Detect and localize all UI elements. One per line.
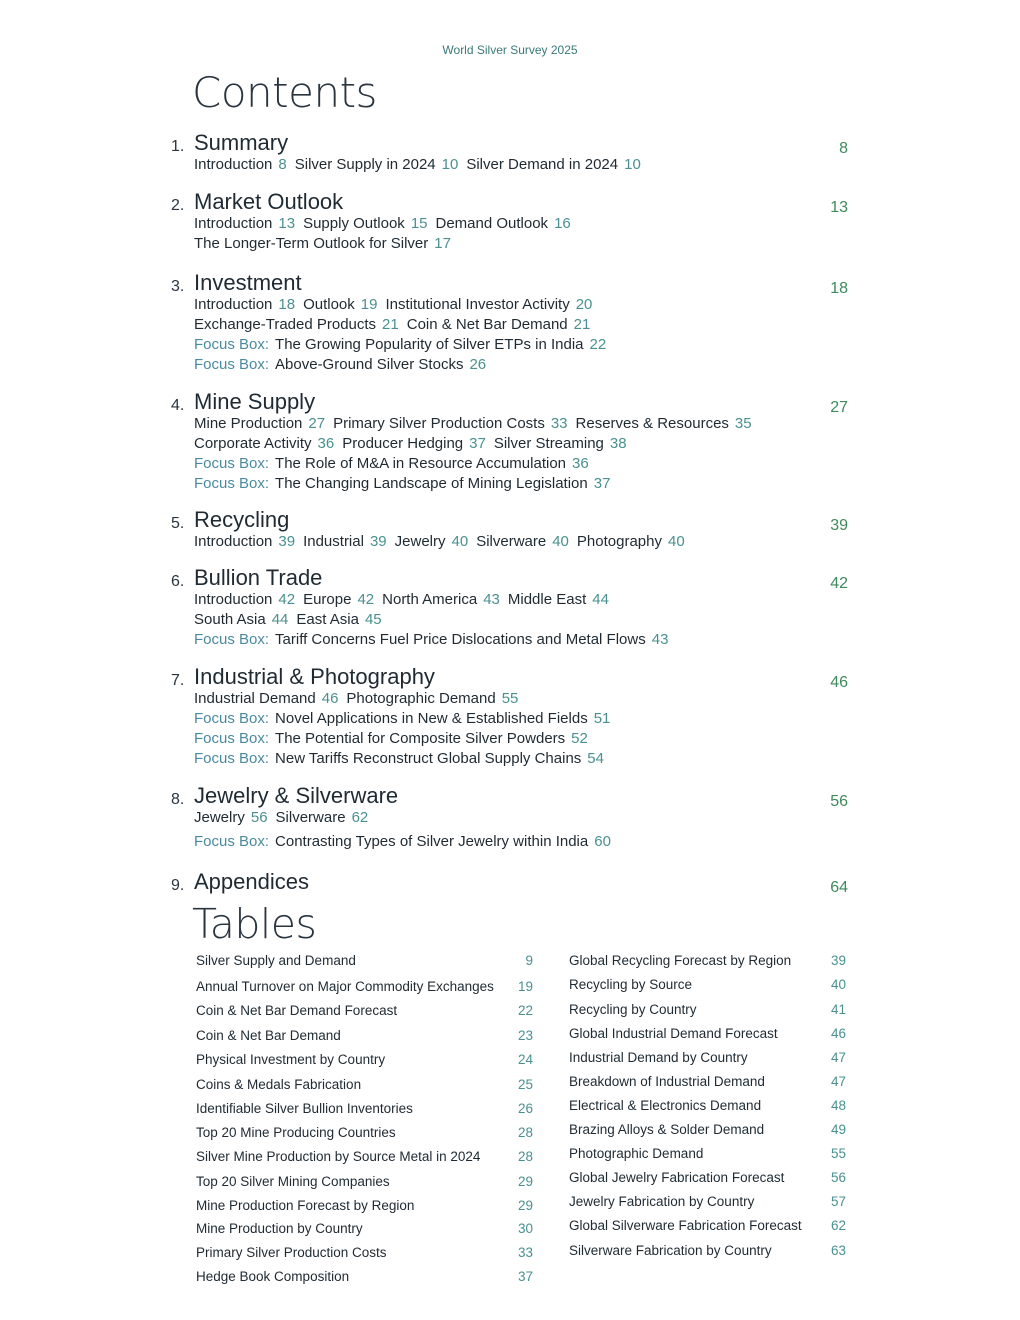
toc-entry[interactable]	[508, 591, 609, 608]
entry-page: 36	[572, 455, 589, 472]
section-entries	[194, 295, 794, 375]
entry-line	[194, 214, 794, 234]
table-name: Jewelry Fabrication by Country	[569, 1194, 755, 1209]
section-page-number: 42	[830, 575, 848, 592]
entry-page: 51	[593, 710, 611, 727]
toc-entry[interactable]	[303, 296, 377, 313]
entry-page: 21	[573, 316, 591, 333]
table-name: Global Industrial Demand Forecast	[569, 1026, 778, 1041]
toc-entry[interactable]	[194, 356, 486, 373]
table-page-number: 40	[830, 977, 846, 992]
entry-label: East Asia	[296, 611, 359, 628]
section-entries	[194, 590, 794, 650]
toc-entry[interactable]	[385, 296, 592, 313]
entry-label: Introduction	[194, 296, 273, 313]
section-entries	[194, 155, 794, 175]
toc-entry[interactable]	[194, 415, 325, 432]
toc-entry[interactable]	[303, 215, 427, 232]
toc-entry[interactable]	[194, 611, 288, 628]
entry-label: Silver Demand in 2024	[466, 156, 619, 173]
table-page-number: 30	[517, 1221, 533, 1236]
toc-entry[interactable]	[194, 435, 334, 452]
toc-entry[interactable]	[194, 690, 338, 707]
entry-label: Jewelry	[194, 809, 245, 826]
entry-page: 44	[592, 591, 609, 608]
table-name: Coin & Net Bar Demand	[196, 1028, 341, 1043]
toc-entry[interactable]	[333, 415, 567, 432]
entry-label: South Asia	[194, 611, 266, 628]
toc-entry[interactable]	[303, 533, 387, 550]
table-list-item[interactable]	[569, 1170, 849, 1188]
section-number: 9.	[171, 877, 185, 894]
entry-label: Introduction	[194, 156, 273, 173]
table-list-item[interactable]	[196, 1198, 536, 1216]
table-name: Hedge Book Composition	[196, 1269, 350, 1284]
toc-section[interactable]	[171, 507, 851, 550]
entry-line	[194, 749, 794, 769]
table-name: Annual Turnover on Major Commodity Exchanges	[196, 979, 494, 994]
table-name: Coin & Net Bar Demand Forecast	[196, 1003, 398, 1018]
entry-line	[194, 434, 794, 454]
table-list-item[interactable]	[196, 1245, 536, 1263]
table-list-item[interactable]	[569, 1146, 849, 1164]
table-name: Physical Investment by Country	[196, 1052, 386, 1067]
section-entries	[194, 808, 794, 852]
toc-section[interactable]	[171, 783, 851, 850]
section-page-number: 8	[839, 140, 848, 157]
entry-label: The Growing Popularity of Silver ETPs in India	[275, 336, 584, 353]
table-page-number: 26	[517, 1101, 533, 1116]
entry-page: 27	[308, 415, 326, 432]
entry-page: 39	[369, 533, 387, 550]
entry-label: The Longer-Term Outlook for Silver	[194, 235, 429, 252]
toc-entry[interactable]	[194, 809, 268, 826]
entry-line	[194, 355, 794, 375]
entry-line	[194, 234, 794, 254]
table-list-item[interactable]	[569, 1098, 849, 1116]
section-page-number: 27	[830, 399, 848, 416]
toc-entry[interactable]	[466, 156, 640, 173]
entry-page: 46	[321, 690, 339, 707]
entry-page: 40	[667, 533, 685, 550]
entry-page: 16	[554, 215, 571, 232]
entry-label: Institutional Investor Activity	[385, 296, 570, 313]
entry-page: 26	[469, 356, 487, 373]
section-number: 6.	[171, 573, 185, 590]
entry-label: Corporate Activity	[194, 435, 312, 452]
entry-label: Introduction	[194, 533, 273, 550]
entry-page: 55	[501, 690, 519, 707]
table-list-item[interactable]	[196, 1077, 536, 1095]
table-name: Photographic Demand	[569, 1146, 704, 1161]
section-number: 5.	[171, 515, 185, 532]
toc-entry[interactable]	[276, 809, 369, 826]
entry-page: 62	[351, 809, 369, 826]
table-page-number: 23	[517, 1028, 533, 1043]
table-list-item[interactable]	[196, 1125, 536, 1143]
focus-box-tag: Focus Box:	[194, 750, 270, 767]
table-page-number: 63	[830, 1243, 846, 1258]
table-name: Industrial Demand by Country	[569, 1050, 748, 1065]
entry-label: Introduction	[194, 591, 273, 608]
section-title[interactable]: Jewelry & Silverware	[194, 783, 399, 808]
entry-page: 43	[651, 631, 669, 648]
entry-label: Silverware	[275, 809, 346, 826]
entry-page: 10	[441, 156, 459, 173]
toc-entry[interactable]	[194, 475, 610, 492]
table-name: Coins & Medals Fabrication	[196, 1077, 362, 1092]
table-page-number: 47	[830, 1050, 846, 1065]
toc-entry[interactable]	[194, 316, 399, 333]
entry-page: 52	[571, 730, 588, 747]
entry-page: 15	[410, 215, 428, 232]
entry-page: 36	[317, 435, 335, 452]
toc-entry[interactable]	[194, 591, 295, 608]
entry-page: 54	[587, 750, 604, 767]
table-list-item[interactable]	[569, 1074, 849, 1092]
toc-section[interactable]	[171, 130, 851, 173]
toc-entry[interactable]	[194, 235, 451, 252]
table-name: Brazing Alloys & Solder Demand	[569, 1122, 765, 1137]
entry-line	[194, 808, 794, 828]
table-name: Silver Mine Production by Source Metal in 2024	[196, 1149, 481, 1164]
focus-box-tag: Focus Box:	[194, 356, 270, 373]
table-name: Mine Production Forecast by Region	[196, 1198, 415, 1213]
entry-line	[194, 532, 794, 552]
entry-label: Mine Production	[194, 415, 303, 432]
entry-line	[194, 295, 794, 315]
entry-page: 39	[278, 533, 296, 550]
focus-box-tag: Focus Box:	[194, 336, 270, 353]
entry-page: 22	[589, 336, 607, 353]
table-page-number: 37	[517, 1269, 533, 1284]
table-page-number: 48	[830, 1098, 846, 1113]
entry-label: Industrial	[303, 533, 364, 550]
toc-entry[interactable]	[576, 415, 752, 432]
table-list-item[interactable]	[569, 1194, 849, 1212]
entry-line	[194, 315, 794, 335]
toc-entry[interactable]	[382, 591, 500, 608]
entry-label: Jewelry	[394, 533, 446, 550]
focus-box-tag: Focus Box:	[194, 710, 270, 727]
section-number: 2.	[171, 197, 185, 214]
table-page-number: 28	[517, 1149, 533, 1164]
table-page-number: 24	[517, 1052, 533, 1067]
section-number: 7.	[171, 672, 185, 689]
toc-entry[interactable]	[342, 435, 486, 452]
toc-entry[interactable]	[194, 631, 668, 648]
entry-label: Reserves & Resources	[575, 415, 729, 432]
table-list-item[interactable]	[569, 1218, 849, 1236]
toc-section[interactable]	[171, 869, 851, 896]
entry-line	[194, 454, 794, 474]
table-page-number: 56	[830, 1170, 846, 1185]
toc-entry[interactable]	[194, 533, 295, 550]
table-list-item[interactable]	[569, 1026, 849, 1044]
entry-line	[194, 335, 794, 355]
entry-line	[194, 689, 794, 709]
running-header: World Silver Survey 2025	[442, 43, 578, 57]
table-list-item[interactable]	[196, 1221, 536, 1239]
section-title[interactable]: Appendices	[194, 869, 309, 894]
table-list-item[interactable]	[569, 1122, 849, 1140]
toc-entry[interactable]	[194, 156, 287, 173]
focus-box-tag: Focus Box:	[194, 631, 270, 648]
table-name: Global Jewelry Fabrication Forecast	[569, 1170, 785, 1185]
table-list-item[interactable]	[196, 1269, 536, 1287]
section-page-number: 56	[830, 793, 848, 810]
table-page-number: 22	[517, 1003, 533, 1018]
section-number: 1.	[171, 138, 185, 155]
entry-page: 8	[278, 156, 287, 173]
table-name: Silverware Fabrication by Country	[569, 1243, 772, 1258]
toc-entry[interactable]	[194, 710, 610, 727]
entry-label: Photographic Demand	[346, 690, 496, 707]
entry-label: The Potential for Composite Silver Powders	[275, 730, 566, 747]
entry-line	[194, 414, 794, 434]
section-title[interactable]: Investment	[194, 270, 302, 295]
section-entries	[194, 689, 794, 769]
section-page-number: 13	[830, 199, 848, 216]
toc-entry[interactable]	[436, 215, 571, 232]
toc-entry[interactable]	[494, 435, 627, 452]
entry-label: Demand Outlook	[435, 215, 549, 232]
toc-entry[interactable]	[395, 533, 469, 550]
table-page-number: 25	[517, 1077, 533, 1092]
table-page-number: 9	[525, 953, 533, 968]
entry-label: The Changing Landscape of Mining Legislation	[275, 475, 588, 492]
entry-label: Coin & Net Bar Demand	[406, 316, 568, 333]
toc-section[interactable]	[171, 189, 851, 252]
table-page-number: 55	[830, 1146, 846, 1161]
focus-box-tag: Focus Box:	[194, 475, 270, 492]
section-title[interactable]: Industrial & Photography	[194, 664, 435, 689]
table-list-item[interactable]	[196, 953, 536, 971]
table-list-item[interactable]	[569, 977, 849, 995]
table-list-item[interactable]	[569, 1243, 849, 1261]
tables-heading: Tables	[192, 900, 317, 948]
entry-page: 44	[271, 611, 289, 628]
toc-entry[interactable]	[194, 455, 589, 472]
entry-line	[194, 709, 794, 729]
table-list-item[interactable]	[196, 1003, 536, 1021]
section-page-number: 18	[830, 280, 848, 297]
entry-line	[194, 610, 794, 630]
entry-label: Europe	[303, 591, 352, 608]
entry-page: 37	[593, 475, 611, 492]
table-name: Mine Production by Country	[196, 1221, 363, 1236]
table-page-number: 29	[517, 1174, 533, 1189]
entry-label: Tariff Concerns Fuel Price Dislocations and Metal Flows	[275, 631, 646, 648]
entry-label: New Tariffs Reconstruct Global Supply Chains	[275, 750, 582, 767]
entry-line	[194, 155, 794, 175]
entry-page: 45	[364, 611, 382, 628]
entry-line	[194, 590, 794, 610]
table-page-number: 39	[830, 953, 846, 968]
entry-page: 17	[434, 235, 451, 252]
toc-entry[interactable]	[407, 316, 591, 333]
table-name: Top 20 Mine Producing Countries	[196, 1125, 396, 1140]
entry-page: 13	[278, 215, 296, 232]
section-entries	[194, 532, 794, 552]
entry-page: 18	[278, 296, 296, 313]
entry-line	[194, 729, 794, 749]
section-page-number: 64	[830, 879, 848, 896]
focus-box-tag: Focus Box:	[194, 833, 270, 850]
entry-label: Supply Outlook	[303, 215, 405, 232]
entry-label: Silver Supply in 2024	[294, 156, 436, 173]
toc-entry[interactable]	[194, 750, 604, 767]
toc-entry[interactable]	[194, 215, 295, 232]
toc-entry[interactable]	[194, 833, 611, 850]
toc-section[interactable]	[171, 389, 851, 492]
section-number: 4.	[171, 397, 185, 414]
table-page-number: 29	[517, 1198, 533, 1213]
contents-heading: Contents	[192, 68, 377, 117]
toc-entry[interactable]	[194, 336, 606, 353]
table-list-item[interactable]	[196, 979, 536, 997]
toc-section[interactable]	[171, 664, 851, 767]
entry-page: 42	[278, 591, 296, 608]
entry-page: 10	[624, 156, 641, 173]
table-list-item[interactable]	[196, 1028, 536, 1046]
entry-page: 37	[469, 435, 486, 452]
toc-entry[interactable]	[194, 296, 295, 313]
table-name: Electrical & Electronics Demand	[569, 1098, 762, 1113]
entry-label: Silver Streaming	[493, 435, 604, 452]
entry-page: 21	[382, 316, 399, 333]
section-title[interactable]: Bullion Trade	[194, 565, 323, 590]
table-list-item[interactable]	[196, 1101, 536, 1119]
entry-label: Producer Hedging	[342, 435, 464, 452]
toc-section[interactable]	[171, 270, 851, 373]
table-name: Primary Silver Production Costs	[196, 1245, 387, 1260]
table-name: Breakdown of Industrial Demand	[569, 1074, 765, 1089]
section-title[interactable]: Summary	[194, 130, 289, 155]
table-name: Recycling by Country	[569, 1002, 697, 1017]
entry-page: 60	[594, 833, 611, 850]
entry-page: 19	[360, 296, 378, 313]
entry-label: The Role of M&A in Resource Accumulation	[275, 455, 567, 472]
table-list-item[interactable]	[569, 1050, 849, 1068]
entry-page: 43	[483, 591, 500, 608]
table-list-item[interactable]	[196, 1174, 536, 1192]
table-page-number: 28	[517, 1125, 533, 1140]
entry-label: Introduction	[194, 215, 273, 232]
focus-box-tag: Focus Box:	[194, 455, 270, 472]
table-page-number: 19	[517, 979, 533, 994]
section-number: 8.	[171, 791, 185, 808]
entry-label: Industrial Demand	[194, 690, 316, 707]
table-page-number: 41	[830, 1002, 846, 1017]
toc-entry[interactable]	[577, 533, 685, 550]
entry-label: Contrasting Types of Silver Jewelry within India	[275, 833, 589, 850]
table-page-number: 47	[830, 1074, 846, 1089]
entry-label: North America	[382, 591, 478, 608]
table-list-item[interactable]	[569, 953, 849, 971]
toc-entry[interactable]	[346, 690, 518, 707]
table-list-item[interactable]	[569, 1002, 849, 1020]
section-page-number: 39	[830, 517, 848, 534]
entry-label: Exchange-Traded Products	[194, 316, 377, 333]
toc-entry[interactable]	[296, 611, 381, 628]
entry-label: Photography	[576, 533, 662, 550]
table-page-number: 49	[830, 1122, 846, 1137]
entry-line	[194, 630, 794, 650]
entry-label: Outlook	[303, 296, 355, 313]
entry-page: 40	[451, 533, 469, 550]
table-page-number: 57	[830, 1194, 846, 1209]
entry-label: Novel Applications in New & Established Fields	[275, 710, 588, 727]
entry-page: 33	[550, 415, 568, 432]
section-entries	[194, 214, 794, 254]
section-number: 3.	[171, 278, 185, 295]
toc-entry[interactable]	[476, 533, 569, 550]
toc-entry[interactable]	[303, 591, 374, 608]
toc-section[interactable]	[171, 565, 851, 648]
section-page-number: 46	[830, 674, 848, 691]
section-entries	[194, 414, 794, 494]
entry-page: 20	[575, 296, 593, 313]
entry-page: 56	[250, 809, 268, 826]
toc-entry[interactable]	[194, 730, 588, 747]
table-list-item[interactable]	[196, 1052, 536, 1070]
entry-page: 42	[357, 591, 375, 608]
entry-page: 38	[609, 435, 627, 452]
section-title[interactable]: Mine Supply	[194, 389, 316, 414]
section-title[interactable]: Recycling	[194, 507, 290, 532]
entry-line	[194, 832, 794, 852]
table-name: Global Silverware Fabrication Forecast	[569, 1218, 802, 1233]
table-name: Top 20 Silver Mining Companies	[196, 1174, 390, 1189]
toc-entry[interactable]	[295, 156, 459, 173]
table-name: Silver Supply and Demand	[196, 953, 356, 968]
entry-label: Middle East	[507, 591, 587, 608]
entry-page: 40	[552, 533, 569, 550]
focus-box-tag: Focus Box:	[194, 730, 270, 747]
entry-label: Above-Ground Silver Stocks	[275, 356, 464, 373]
table-name: Global Recycling Forecast by Region	[569, 953, 792, 968]
entry-page: 35	[734, 415, 752, 432]
table-name: Identifiable Silver Bullion Inventories	[196, 1101, 413, 1116]
table-page-number: 62	[830, 1218, 846, 1233]
table-list-item[interactable]	[196, 1149, 536, 1167]
entry-line	[194, 474, 794, 494]
table-page-number: 46	[830, 1026, 846, 1041]
table-page-number: 33	[517, 1245, 533, 1260]
entry-label: Silverware	[476, 533, 547, 550]
section-title[interactable]: Market Outlook	[194, 189, 344, 214]
entry-label: Primary Silver Production Costs	[333, 415, 545, 432]
table-name: Recycling by Source	[569, 977, 693, 992]
